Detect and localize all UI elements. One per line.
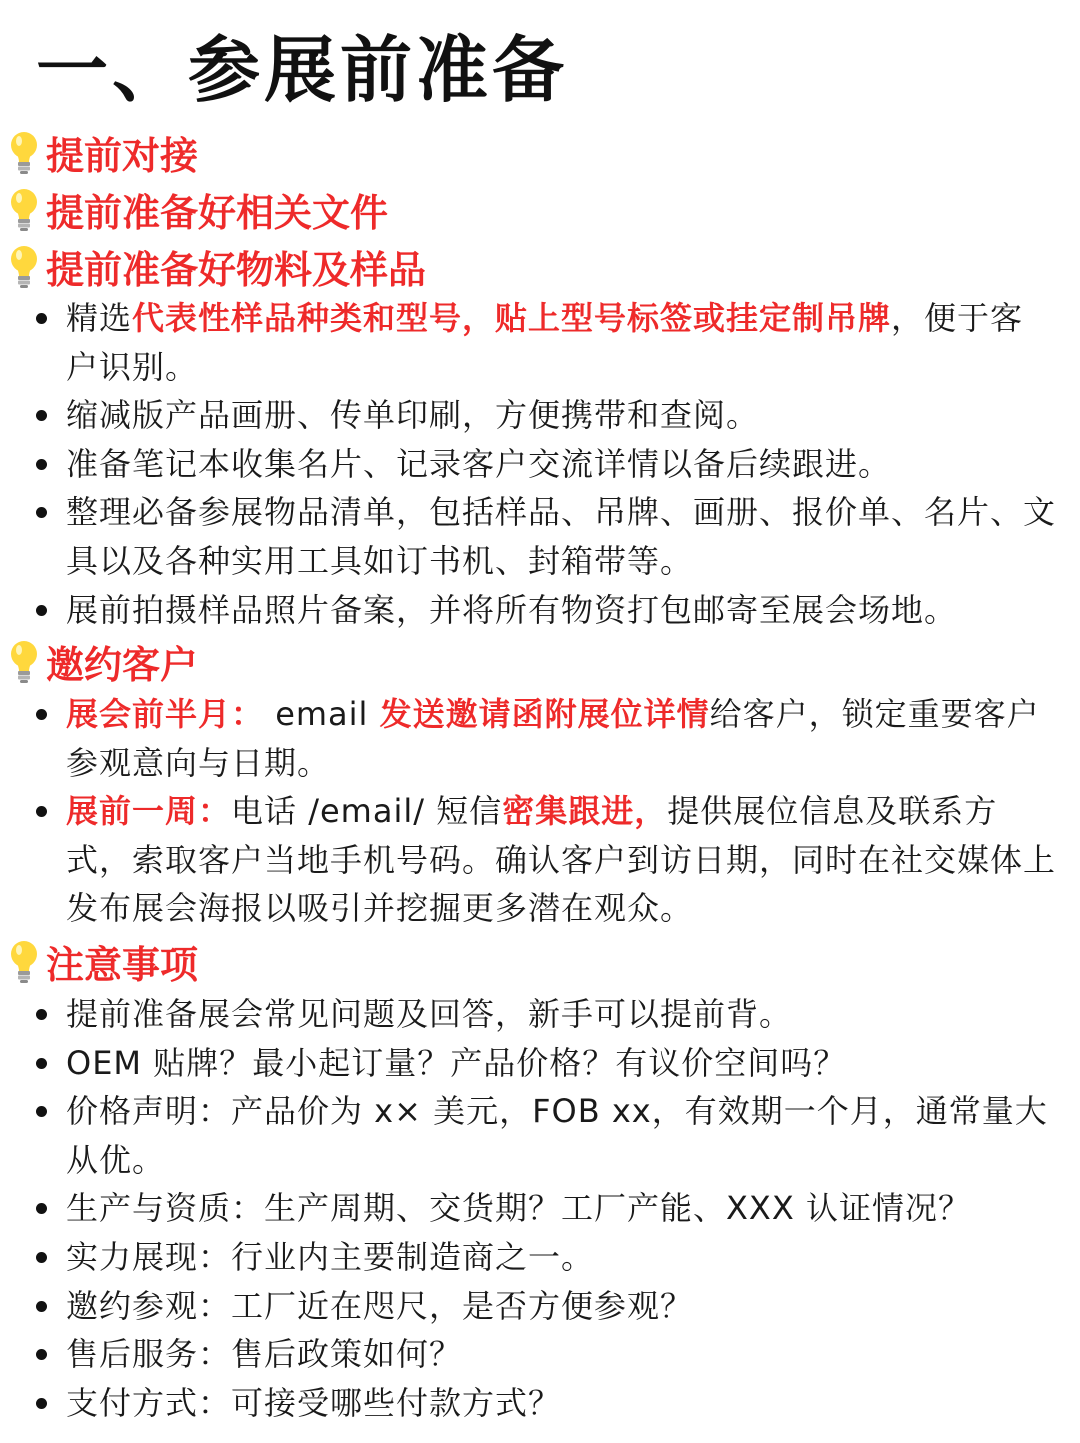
list-item: 精选代表性样品种类和型号，贴上型号标签或挂定制吊牌，便于客户识别。 — [0, 294, 1056, 391]
section-title: 邀约客户 — [46, 642, 199, 687]
highlight-text: 密集跟进， — [502, 792, 668, 831]
list-item: 缩减版产品画册、传单印刷，方便携带和查阅。 — [0, 391, 1056, 440]
section-title: 提前准备好相关文件 — [46, 190, 389, 235]
section-heading-invite-clients — [6, 633, 198, 689]
section-title: 注意事项 — [46, 942, 199, 987]
list-item: 支付方式：可接受哪些付款方式？ — [0, 1379, 1056, 1428]
section-heading-advance-contact — [6, 124, 198, 180]
list-item: 提前准备展会常见问题及回答，新手可以提前背。 — [0, 990, 1056, 1039]
page-title: 一、参展前准备 — [36, 28, 569, 112]
invite-list — [0, 690, 1056, 933]
highlight-text: 展会前半月： — [66, 695, 265, 733]
section-heading-materials-samples — [6, 238, 426, 294]
list-item: 整理必备参展物品清单，包括样品、吊牌、画册、报价单、名片、文具以及各种实用工具如订书机、封箱带等。 — [0, 488, 1056, 585]
highlight-text: 展前一周： — [66, 792, 232, 831]
highlight-text: 代表性样品种类和型号，贴上型号标签或挂定制吊牌 — [132, 299, 892, 337]
section-heading-notes — [6, 933, 198, 989]
list-item: 价格声明：产品价为 x× 美元，FOB xx，有效期一个月，通常量大从优。 — [0, 1087, 1056, 1184]
lightbulb-icon — [6, 242, 42, 290]
list-item: 邀约参观：工厂近在咫尺，是否方便参观？ — [0, 1282, 1056, 1331]
lightbulb-icon — [6, 637, 42, 685]
lightbulb-icon — [6, 937, 42, 985]
section-title: 提前准备好物料及样品 — [46, 247, 427, 292]
list-item: 售后服务：售后政策如何？ — [0, 1330, 1056, 1379]
list-item: 展前拍摄样品照片备案，并将所有物资打包邮寄至展会场地。 — [0, 586, 1056, 635]
list-item: 展会前半月： email 发送邀请函附展位详情给客户，锁定重要客户参观意向与日期。 — [0, 690, 1056, 787]
list-item: 实力展现：行业内主要制造商之一。 — [0, 1233, 1056, 1282]
lightbulb-icon — [6, 185, 42, 233]
lightbulb-icon — [6, 128, 42, 176]
materials-list — [0, 294, 1056, 634]
list-item: 生产与资质：生产周期、交货期？工厂产能、XXX 认证情况？ — [0, 1184, 1056, 1233]
list-item: 准备笔记本收集名片、记录客户交流详情以备后续跟进。 — [0, 440, 1056, 489]
list-item: 展前一周：电话 /email/ 短信密集跟进，提供展位信息及联系方式，索取客户当地手机号码。确认客户到访日期，同时在社交媒体上发布展会海报以吸引并挖掘更多潜在观众。 — [0, 787, 1056, 933]
section-title: 提前对接 — [46, 133, 199, 178]
notes-list — [0, 990, 1056, 1427]
section-heading-documents — [6, 181, 388, 237]
list-item: OEM 贴牌？最小起订量？产品价格？有议价空间吗？ — [0, 1039, 1056, 1088]
highlight-text: 发送邀请函附展位详情 — [379, 695, 710, 733]
